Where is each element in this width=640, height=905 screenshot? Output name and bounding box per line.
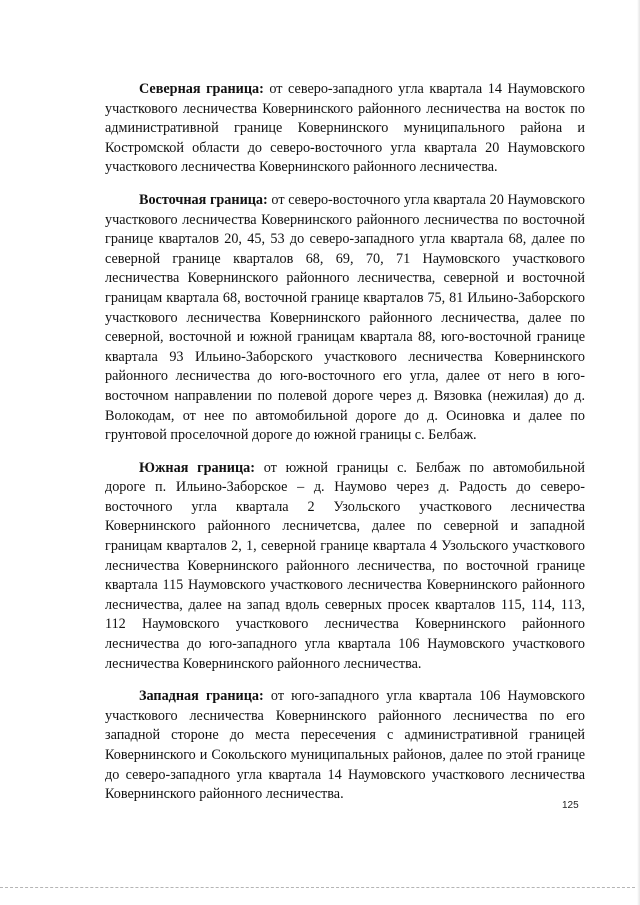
page-number: 125 [562, 800, 579, 811]
paragraph-text: от южной границы с. Белбаж по автомобильной дороге п. Ильино-Заборское – д. Наумово через д. Радость до северо-восточного угла квартала 2 Узольского участкового лесничества Ковернинского районного лесничетсва, далее по северной и западной границам кварталов 2, 1, северной границе квартала 4 Узольского участкового лесничества Ковернинского районного лесничества, по восточной границе квартала 115 Наумовского участкового лесничества Ковернинского районного лесничества, далее на запад вдоль северных просек кварталов 115, 114, 113, 112 Наумовского участкового лесничества Ковернинского районного лесничества до юго-западного угла квартала 106 Наумовского участкового лесничества Ковернинского районного лесничества. [105, 459, 586, 672]
paragraph-text: от юго-западного угла квартала 106 Наумовского участкового лесничества Ковернинского районного лесничества по его западной стороне до места пересечения с административной границей Ковернинского и Сокольского муниципальных районов, далее по этой границе до северо-западного угла квартала 14 Наумовского участкового лесничества Ковернинского районного лесничества. [105, 688, 585, 803]
paragraph-east-boundary [105, 191, 585, 446]
paragraph-lead: Западная граница: [139, 688, 264, 705]
paragraph-south-boundary [105, 459, 585, 675]
document-body [105, 80, 585, 818]
paragraph-north-boundary [105, 80, 585, 178]
paragraph-lead: Северная граница: [139, 81, 264, 97]
scan-artifact-line [0, 887, 640, 888]
paragraph-west-boundary [105, 687, 585, 805]
paragraph-lead: Восточная граница: [139, 191, 268, 208]
paragraph-text: от северо-западного угла квартала 14 Наумовского участкового лесничества Ковернинского районного лесничества на восток по административной границе Ковернинского муниципального района и Костромской области до северо-восточного угла квартала 20 Наумовского участкового лесничества Ковернинского районного лесничества. [105, 81, 586, 176]
paragraph-lead: Южная граница: [139, 459, 255, 476]
paragraph-text: от северо-восточного угла квартала 20 Наумовского участкового лесничества Ковернинского районного лесничества по восточной границе кварталов 20, 45, 53 до северо-западного угла квартала 68, далее по северной границе кварталов 68, 69, 70, 71 Наумовского участкового лесничества Ковернинского районного лесничества, северной и восточной границам квартала 68, восточной границе кварталов 75, 81 Ильино-Заборского участкового лесничества Ковернинского районного лесничества, далее по северной, восточной и южной границам квартала 88, юго-восточной границе квартала 93 Ильино-Заборского участкового лесничества Ковернинского районного лесничества до юго-восточного его угла, далее от него в юго-восточном направлении по полевой дороге через д. Вязовка (нежилая) до д. Волокодам, от нее по автомобильной дороге до д. Осиновка и далее по грунтовой проселочной дороге до южной границы с. Белбаж. [105, 191, 585, 444]
